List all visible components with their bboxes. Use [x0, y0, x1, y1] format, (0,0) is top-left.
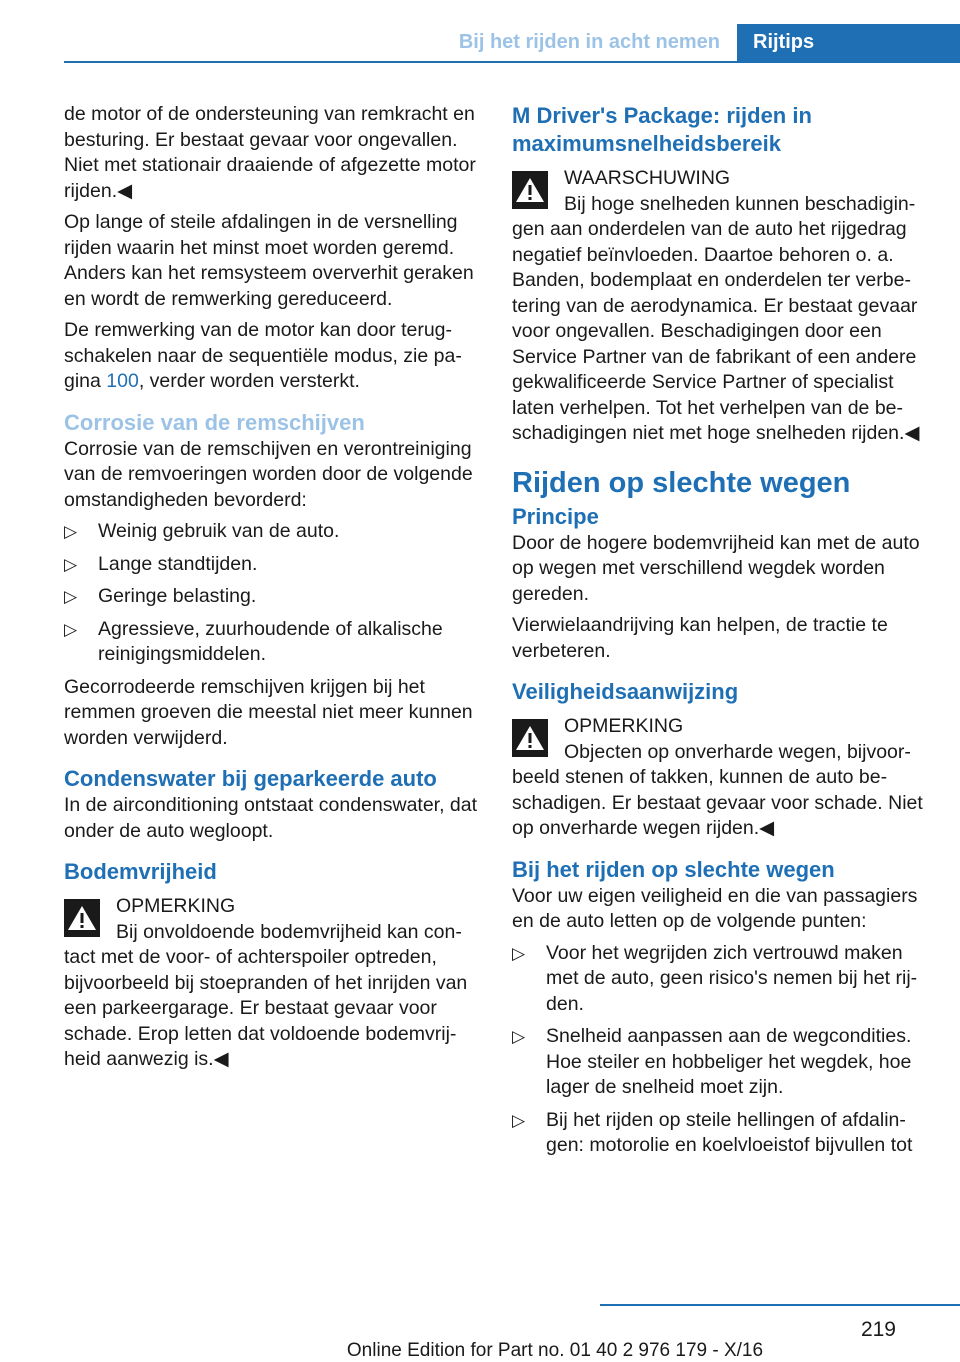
list-item: ▷ Weinig gebruik van de auto.	[64, 519, 482, 545]
page-number: 219	[860, 1318, 896, 1341]
heading-safety-note: Veiligheidsaanwijzing	[512, 679, 739, 704]
warning-triangle-icon	[512, 719, 548, 757]
paragraph: Vierwielaandrijving kan helpen, de tractie te verbeteren.	[512, 614, 888, 662]
warning-label: WAARSCHUWING	[564, 167, 731, 189]
notice-box	[64, 894, 482, 1073]
chapter-heading-bad-roads: Rijden op slechte wegen	[512, 466, 851, 499]
header-rule	[64, 61, 960, 63]
notice-label: OPMERKING	[564, 715, 684, 737]
notice-text: Bij onvoldoende bodemvrijheid kan contact met de voor- of achterspoiler optreden, bijvoorbeeld bij stoepranden of het inrijden van een parkeergarage. Er bestaat gevaar voor schade. Erop letten dat voldoende bodemvrijheid aanwezig is.◀	[64, 920, 468, 1070]
list-item: ▷ Lange standtijden.	[64, 552, 482, 578]
header-section-title: Bij het rijden in acht nemen	[458, 31, 720, 53]
bullet-list	[64, 519, 482, 668]
page-link[interactable]: 100	[106, 370, 139, 392]
notice-box	[512, 714, 932, 842]
heading-condensation: Condenswater bij geparkeerde auto	[64, 766, 437, 791]
warning-text: Bij hoge snelheden kunnen beschadigingen aan onderdelen van de auto het rijgedrag negatief beïnvloeden. Daartoe behoren o. a. Banden, bodemplaat en onderdelen ter verbetering van de aerodynamica. Er bestaat gevaar voor ongevallen. Beschadigingen door een Service Partner van de fabrikant of een andere gekwalificeerde Service Partner of specialist laten verhelpen. Tot het verhelpen van de beschadigingen niet met hoge snelheden rijden.◀	[512, 192, 920, 444]
bullet-icon: ▷	[64, 522, 78, 541]
footer-rule	[600, 1304, 960, 1306]
list-item: ▷ Voor het wegrijden zich vertrouwd maken met de auto, geen risico's nemen bij het rijden.	[512, 941, 918, 1015]
list-item: ▷ Geringe belasting.	[64, 584, 482, 610]
warning-box	[512, 166, 932, 447]
paragraph: Voor uw eigen veiligheid en die van passagiers en de auto letten op de volgende punten:	[512, 884, 918, 932]
heading-ground-clearance: Bodemvrijheid	[64, 859, 217, 884]
left-column	[64, 102, 482, 1077]
right-column	[512, 102, 932, 1166]
warning-triangle-icon	[64, 899, 100, 937]
paragraph: Op lange of steile afdalingen in de versnelling rijden waarin het minst moet worden geremd. Anders kan het remsysteem oververhit geraken en wordt de remwerking gereduceerd.	[64, 211, 474, 310]
paragraph: In de airconditioning ontstaat condenswater, dat onder de auto wegloopt.	[64, 794, 478, 842]
bullet-icon: ▷	[64, 554, 78, 574]
bullet-icon: ▷	[64, 587, 78, 606]
heading-m-drivers-package: M Driver's Package: rijden in maximumsnelheidsbereik	[512, 103, 812, 156]
edition-note: Online Edition for Part no. 01 40 2 976 179 - X/16	[346, 1340, 764, 1361]
paragraph: Corrosie van de remschijven en verontreiniging van de remvoeringen worden door de volgende omstandigheden bevorderd:	[64, 437, 473, 511]
bullet-icon: ▷	[512, 1110, 526, 1130]
bullet-list	[512, 941, 932, 1159]
list-item: ▷ Snelheid aanpassen aan de wegcondities. Hoe steiler en hobbeliger het wegdek, hoe lager de snelheid moet zijn.	[512, 1025, 912, 1098]
heading-principle: Principe	[512, 503, 599, 529]
paragraph: de motor of de ondersteuning van remkracht en besturing. Er bestaat gevaar voor ongevallen. Niet met stationair draaiende of afgezette motor rijden.◀	[64, 103, 476, 202]
paragraph: Door de hogere bodemvrijheid kan met de auto op wegen met verschillend wegdek worden gereden.	[512, 531, 920, 605]
notice-label: OPMERKING	[116, 895, 236, 917]
bullet-icon: ▷	[512, 943, 526, 963]
list-item: ▷ Agressieve, zuurhoudende of alkalische reinigingsmiddelen.	[64, 617, 443, 665]
heading-corrosion: Corrosie van de remschijven	[64, 409, 365, 435]
paragraph: De remwerking van de motor kan door terugschakelen naar de sequentiële modus, zie pagina 100, verder worden versterkt.	[64, 319, 462, 392]
bullet-icon: ▷	[64, 619, 78, 639]
bullet-icon: ▷	[512, 1027, 526, 1046]
list-item: ▷ Bij het rijden op steile hellingen of afdalingen: motorolie en koelvloeistof bijvullen tot	[512, 1108, 913, 1156]
header-chapter-tab: Rijtips	[737, 24, 960, 62]
heading-driving-bad-roads: Bij het rijden op slechte wegen	[512, 856, 835, 882]
warning-triangle-icon	[512, 171, 548, 209]
notice-text: Objecten op onverharde wegen, bijvoorbeeld stenen of takken, kunnen de auto beschadigen. Er bestaat gevaar voor schade. Niet op onverharde wegen rijden.◀	[512, 740, 923, 839]
paragraph: Gecorrodeerde remschijven krijgen bij het remmen groeven die meestal niet meer kunnen worden verwijderd.	[64, 675, 473, 749]
